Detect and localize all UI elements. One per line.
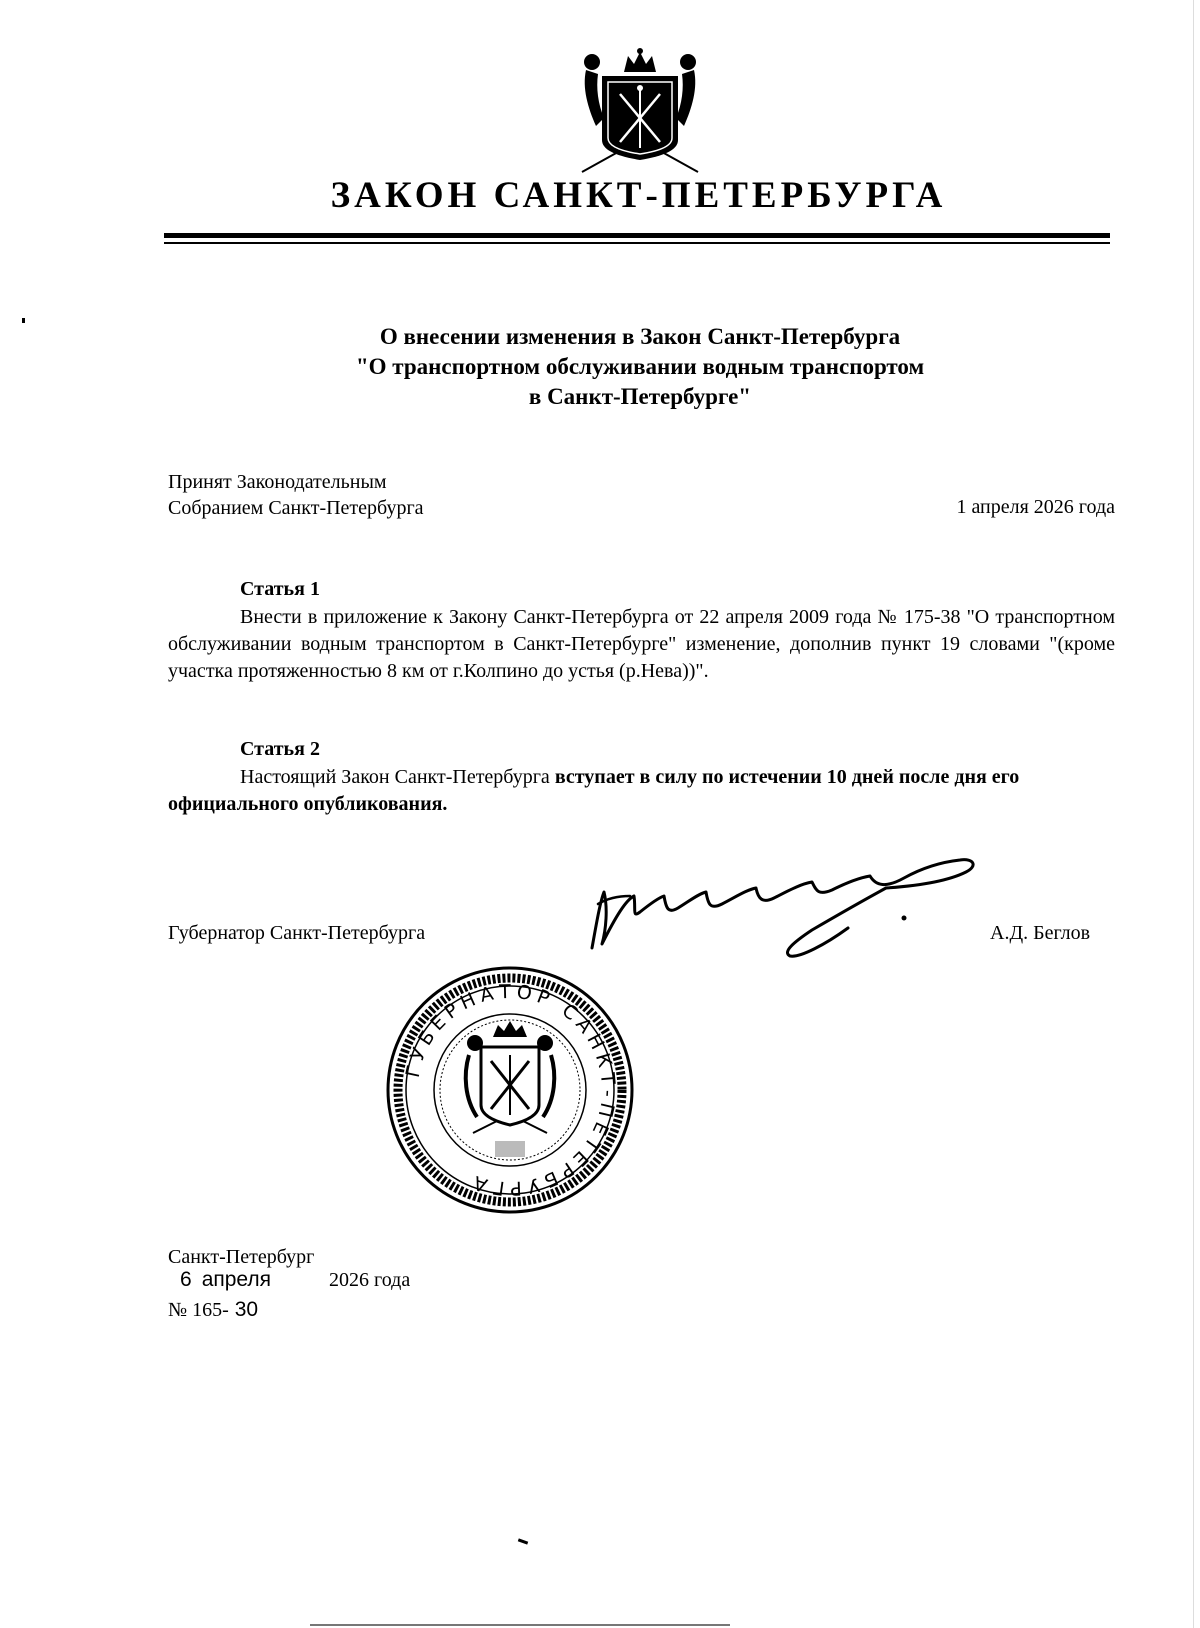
article-2-text-rest: вступает в силу по истечении 10 дней после дня его официального опубликования. [168, 766, 1020, 815]
coat-of-arms-icon [578, 48, 702, 174]
article-2-text [168, 764, 1115, 818]
law-title-line-1: О внесении изменения в Закон Санкт-Петербурга [379, 324, 901, 349]
scan-artifact-tick [518, 1538, 528, 1544]
article-2-heading: Статья 2 [240, 738, 320, 760]
article-2-text-lead: Настоящий Закон Санкт-Петербурга [240, 766, 550, 788]
governor-seal-icon [385, 965, 635, 1215]
law-title [160, 322, 1120, 412]
signing-year: 2026 года [329, 1269, 411, 1291]
header-rule-thick [164, 233, 1110, 238]
law-title-line-2: "О транспортном обслуживании водным транспортом [355, 354, 925, 379]
signing-place: Санкт-Петербург [168, 1246, 315, 1268]
governor-title: Губернатор Санкт-Петербурга [168, 922, 426, 944]
handwritten-signature-icon [586, 856, 1006, 966]
signing-date [168, 1268, 410, 1292]
adoption-body [168, 469, 424, 521]
document-type-heading: ЗАКОН САНКТ-ПЕТЕРБУРГА [330, 175, 947, 216]
signing-month: апреля [201, 1268, 272, 1291]
scan-margin-line [1193, 0, 1194, 1628]
scan-artifact-line [310, 1624, 730, 1626]
registration-number-prefix: № 165- [168, 1299, 229, 1321]
seal-text: ГУБЕРНАТОР САНКТ-ПЕТЕРБУРГА [401, 980, 620, 1200]
scan-artifact-dot [22, 318, 25, 323]
adoption-line-1: Принят Законодательным [168, 471, 387, 493]
governor-name: А.Д. Беглов [990, 922, 1091, 944]
law-title-line-3: в Санкт-Петербурге" [528, 384, 752, 409]
header-rule-thin [164, 242, 1110, 244]
article-1-text: Внести в приложение к Закону Санкт-Петербурга от 22 апреля 2009 года № 175-38 "О транспортном обслуживании водным транспортом в Санкт-Петербурге" изменение, дополнив пункт 19 словами "(кроме участка протяженностью 8 км от г.Колпино до устья (р.Нева))". [168, 606, 1115, 682]
adoption-line-2: Собранием Санкт-Петербурга [168, 497, 424, 519]
article-1-heading: Статья 1 [240, 578, 320, 600]
registration-number [168, 1298, 258, 1322]
registration-number-suffix: 30 [234, 1298, 259, 1321]
adoption-date: 1 апреля 2026 года [956, 496, 1115, 518]
signing-day: 6 [180, 1268, 192, 1291]
